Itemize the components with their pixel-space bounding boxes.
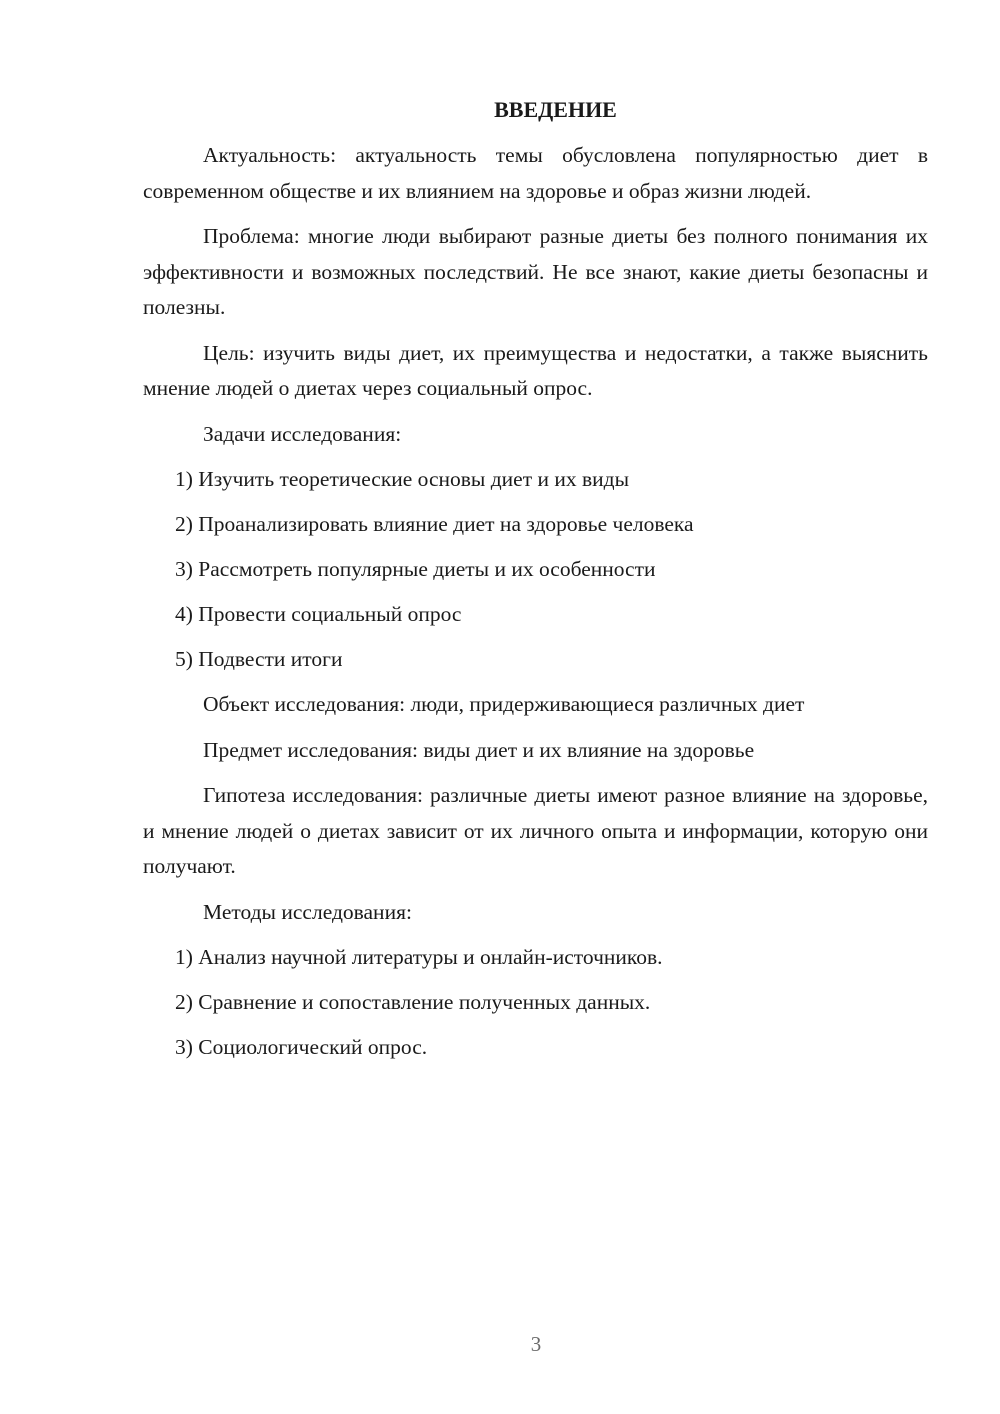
task-item-5: 5) Подвести итоги	[175, 647, 343, 671]
page-title: ВВЕДЕНИЕ	[494, 97, 617, 122]
task-item-4: 4) Провести социальный опрос	[175, 602, 462, 626]
task-item-1: 1) Изучить теоретические основы диет и их виды	[175, 467, 630, 491]
goal-paragraph: Цель: изучить виды диет, их преимущества и недостатки, а также выяснить мнение людей о диетах через социальный опрос.	[143, 340, 928, 400]
method-item-2: 2) Сравнение и сопоставление полученных данных.	[175, 990, 651, 1014]
task-item-3: 3) Рассмотреть популярные диеты и их особенности	[175, 557, 656, 581]
page-content	[143, 92, 928, 1075]
problem-paragraph: Проблема: многие люди выбирают разные диеты без полного понимания их эффективности и возможных последствий. Не все знают, какие диеты безопасны и полезны.	[143, 224, 928, 319]
method-item-1: 1) Анализ научной литературы и онлайн-источников.	[175, 945, 663, 969]
object-paragraph: Объект исследования: люди, придерживающиеся различных диет	[203, 692, 805, 716]
hypothesis-paragraph: Гипотеза исследования: различные диеты имеют разное влияние на здоровье, и мнение людей о диетах зависит от их личного опыта и информации, которую они получают.	[143, 783, 928, 878]
method-item-3: 3) Социологический опрос.	[175, 1035, 428, 1059]
tasks-heading: Задачи исследования:	[203, 421, 402, 446]
methods-heading: Методы исследования:	[203, 899, 412, 924]
task-item-2: 2) Проанализировать влияние диет на здоровье человека	[175, 512, 694, 536]
subject-paragraph: Предмет исследования: виды диет и их влияние на здоровье	[203, 737, 755, 762]
relevance-paragraph: Актуальность: актуальность темы обусловлена популярностью диет в современном обществе и их влиянием на здоровье и образ жизни людей.	[143, 143, 928, 203]
page-number: 3	[530, 1332, 542, 1356]
